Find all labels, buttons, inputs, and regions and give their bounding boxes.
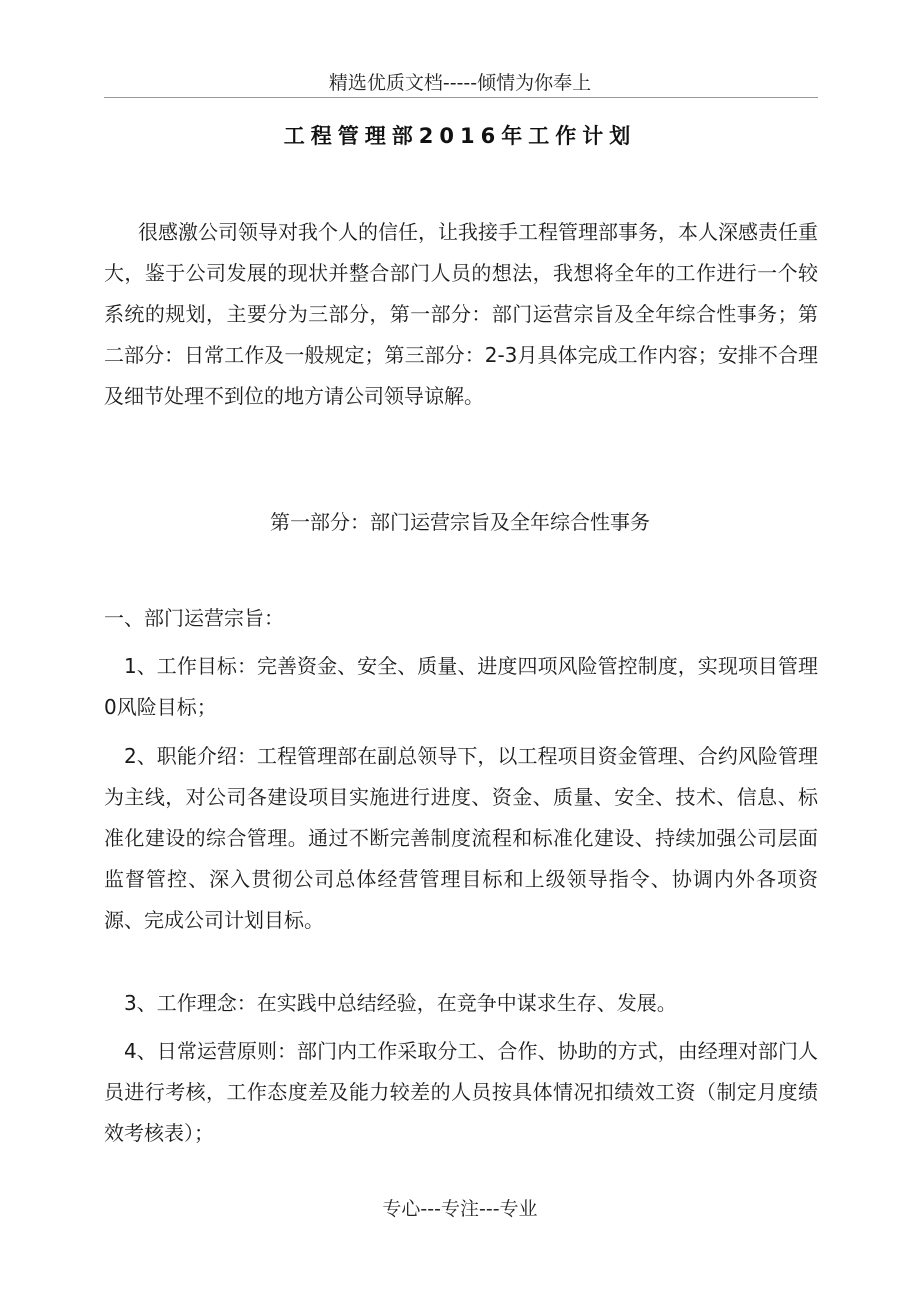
- page-footer: 专心---专注---专业: [382, 1198, 538, 1220]
- list-item-work-goal: 1、工作目标：完善资金、安全、质量、进度四项风险管控制度，实现项目管理0风险目标；: [104, 654, 818, 719]
- page-header: 精选优质文档-----倾情为你奉上: [328, 72, 592, 94]
- section-heading: 第一部分：部门运营宗旨及全年综合性事务: [270, 510, 650, 534]
- intro-paragraph: 很感激公司领导对我个人的信任，让我接手工程管理部事务，本人深感责任重大，鉴于公司发展的现状并整合部门人员的想法，我想将全年的工作进行一个较系统的规划，主要分为三部分，第一部分：部门运营宗旨及全年综合性事务；第二部分：日常工作及一般规定；第三部分：2-3月具体完成工作内容；安排不合理及细节处理不到位的地方请公司领导谅解。: [104, 220, 818, 408]
- list-item-function-intro: 2、职能介绍：工程管理部在副总领导下，以工程项目资金管理、合约风险管理为主线，对公司各建设项目实施进行进度、资金、质量、安全、技术、信息、标准化建设的综合管理。通过不断完善制度流程和标准化建设、持续加强公司层面监督管控、深入贯彻公司总体经营管理目标和上级领导指令、协调内外各项资源、完成公司计划目标。: [104, 744, 818, 932]
- list-item-operating-principle: 4、日常运营原则：部门内工作采取分工、合作、协助的方式，由经理对部门人员进行考核，工作态度差及能力较差的人员按具体情况扣绩效工资（制定月度绩效考核表）；: [104, 1039, 818, 1145]
- header-divider: [104, 97, 818, 98]
- subheading-operating-purpose: 一、部门运营宗旨：: [104, 606, 284, 630]
- list-item-work-philosophy: 3、工作理念：在实践中总结经验，在竞争中谋求生存、发展。: [124, 991, 677, 1015]
- document-title: 工程管理部2016年工作计划: [283, 124, 637, 148]
